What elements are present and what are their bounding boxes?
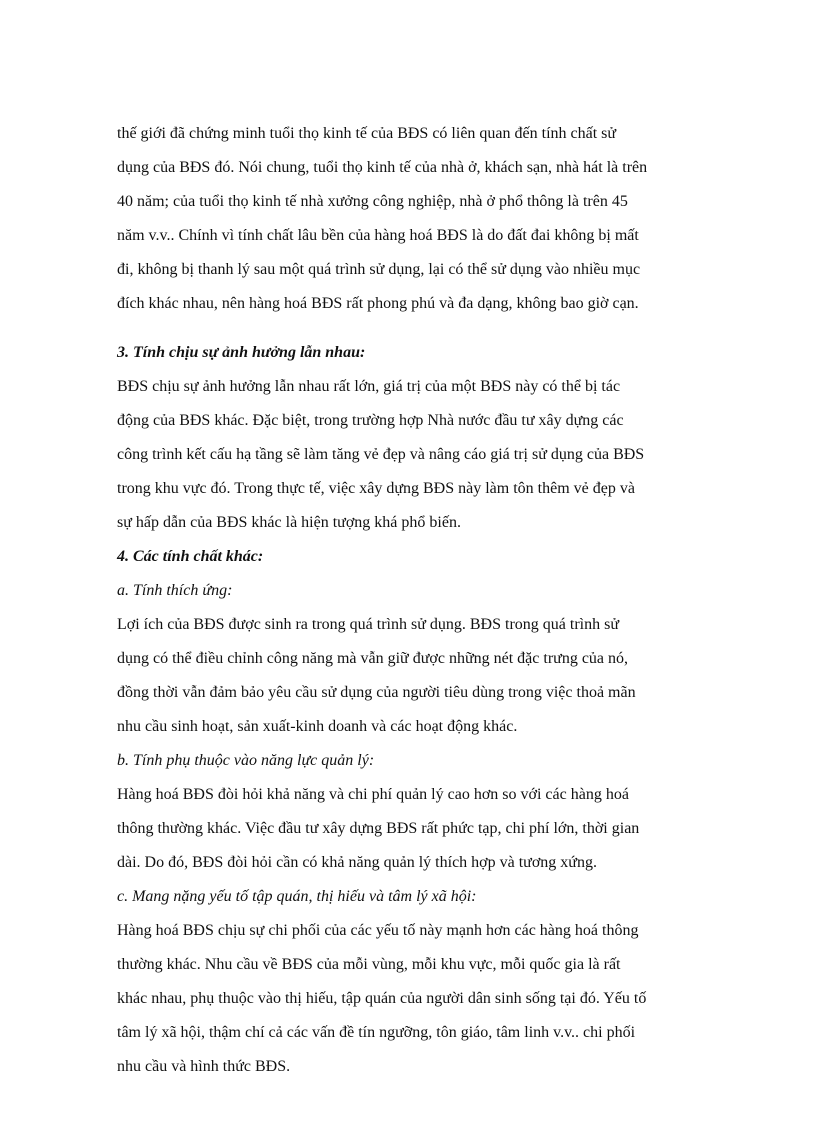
text-line: năm v.v.. Chính vì tính chất lâu bền của hàng hoá BĐS là do đất đai không bị mất (117, 227, 639, 244)
text-line: thế giới đã chứng minh tuổi thọ kinh tế của BĐS có liên quan đến tính chất sử (117, 125, 617, 142)
text-line: động của BĐS khác. Đặc biệt, trong trường hợp Nhà nước đầu tư xây dựng các (117, 412, 624, 429)
section-heading-4: 4. Các tính chất khác: (117, 548, 264, 565)
paragraph-mutual-influence (117, 377, 703, 547)
subheading-a: a. Tính thích ứng: (117, 582, 233, 599)
text-line: công trình kết cấu hạ tầng sẽ làm tăng vẻ đẹp và nâng cáo giá trị sử dụng của BĐS (117, 446, 645, 463)
section-heading-3: 3. Tính chịu sự ảnh hưởng lẫn nhau: (117, 344, 366, 361)
paragraph-durability (117, 124, 703, 328)
text-line: nhu cầu sinh hoạt, sản xuất-kinh doanh và các hoạt động khác. (117, 718, 518, 735)
text-line: trong khu vực đó. Trong thực tế, việc xây dựng BĐS này làm tôn thêm vẻ đẹp và (117, 480, 635, 497)
paragraph-spacer (117, 328, 703, 343)
text-line: thường khác. Nhu cầu về BĐS của mỗi vùng, mỗi khu vực, mỗi quốc gia là rất (117, 956, 621, 973)
text-line: dài. Do đó, BĐS đòi hỏi cần có khả năng quản lý thích hợp và tương xứng. (117, 854, 597, 871)
text-line: sự hấp dẫn của BĐS khác là hiện tượng khá phổ biến. (117, 514, 461, 531)
text-line: dụng của BĐS đó. Nói chung, tuổi thọ kinh tế của nhà ở, khách sạn, nhà hát là trên (117, 159, 648, 176)
text-line: dụng có thể điều chỉnh công năng mà vẫn giữ được những nét đặc trưng của nó, (117, 650, 629, 667)
paragraph-custom-psychology (117, 921, 703, 1091)
text-line: thông thường khác. Việc đầu tư xây dựng BĐS rất phức tạp, chi phí lớn, thời gian (117, 820, 640, 837)
subheading-b: b. Tính phụ thuộc vào năng lực quản lý: (117, 752, 375, 769)
text-line: BĐS chịu sự ảnh hưởng lẫn nhau rất lớn, giá trị của một BĐS này có thể bị tác (117, 378, 621, 395)
text-line: Hàng hoá BĐS chịu sự chi phối của các yếu tố này mạnh hơn các hàng hoá thông (117, 922, 639, 939)
text-line: 40 năm; của tuổi thọ kinh tế nhà xưởng công nghiệp, nhà ở phổ thông là trên 45 (117, 193, 628, 210)
text-line: đồng thời vẫn đảm bảo yêu cầu sử dụng của người tiêu dùng trong việc thoả mãn (117, 684, 636, 701)
text-line: khác nhau, phụ thuộc vào thị hiếu, tập quán của người dân sinh sống tại đó. Yếu tố (117, 990, 647, 1007)
text-line: đích khác nhau, nên hàng hoá BĐS rất phong phú và đa dạng, không bao giờ cạn. (117, 295, 639, 312)
paragraph-management (117, 785, 703, 887)
text-line: Hàng hoá BĐS đòi hỏi khả năng và chi phí quản lý cao hơn so với các hàng hoá (117, 786, 629, 803)
paragraph-adaptability (117, 615, 703, 751)
text-line: Lợi ích của BĐS được sinh ra trong quá trình sử dụng. BĐS trong quá trình sử (117, 616, 619, 633)
text-line: nhu cầu và hình thức BĐS. (117, 1058, 291, 1075)
document-page (117, 124, 703, 1091)
text-line: tâm lý xã hội, thậm chí cả các vấn đề tín ngưỡng, tôn giáo, tâm linh v.v.. chi phối (117, 1024, 636, 1041)
text-line: đi, không bị thanh lý sau một quá trình sử dụng, lại có thể sử dụng vào nhiều mục (117, 261, 641, 278)
subheading-c: c. Mang nặng yếu tố tập quán, thị hiếu và tâm lý xã hội: (117, 888, 477, 905)
